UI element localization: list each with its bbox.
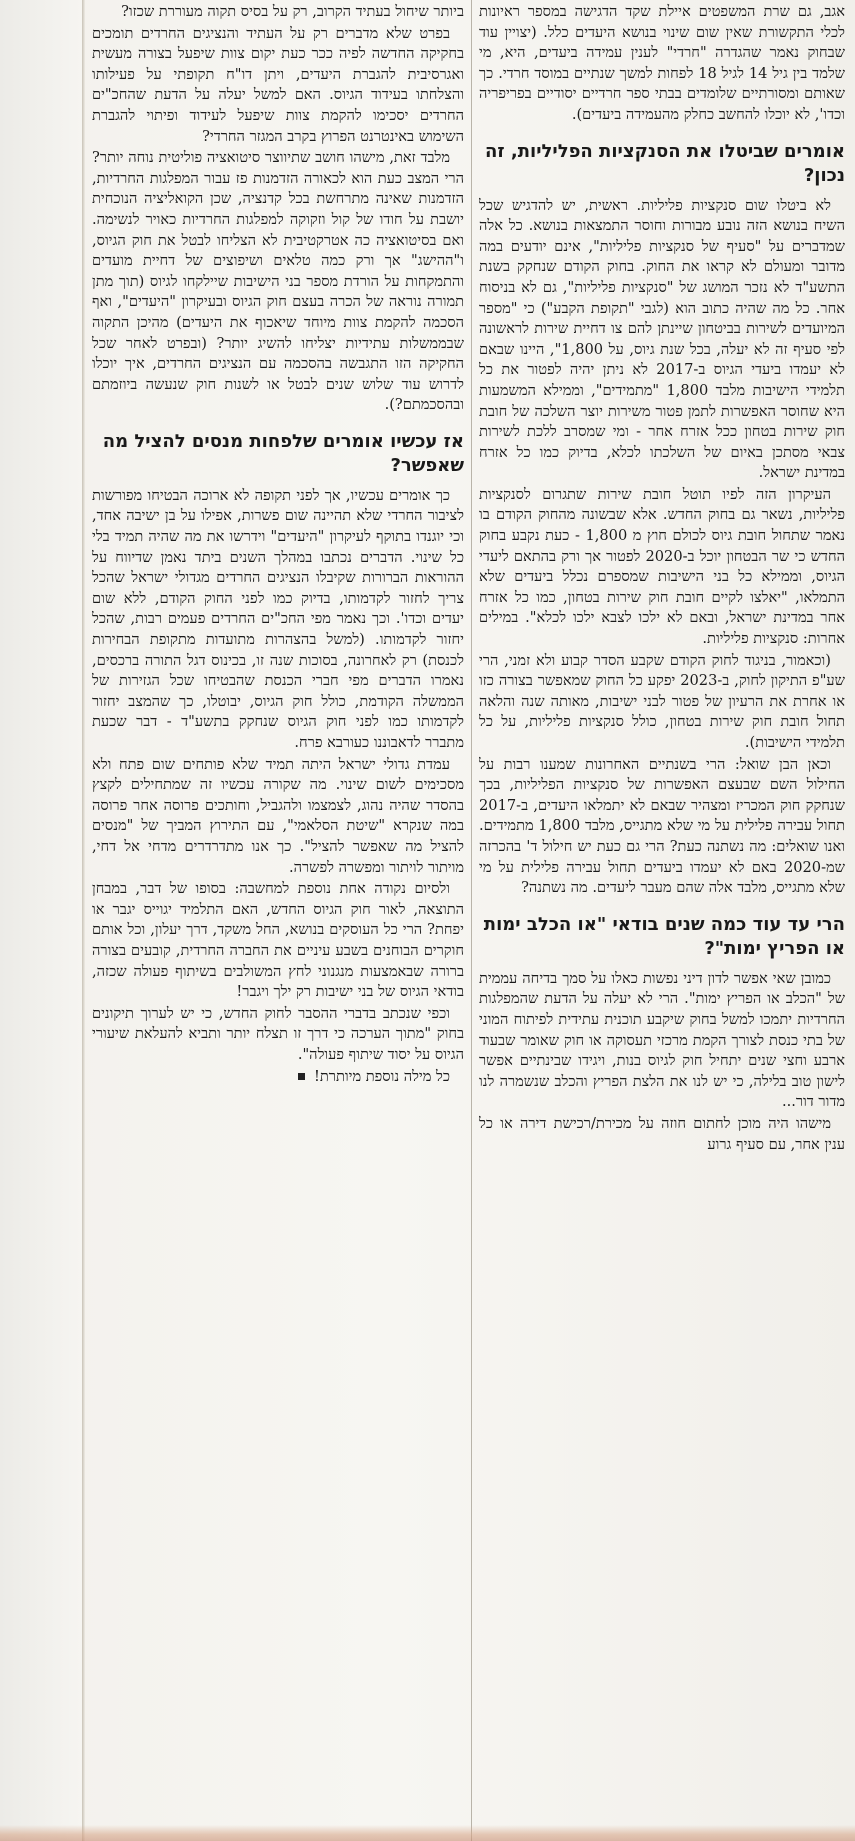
paragraph: כמובן שאי אפשר לדון דיני נפשות כאלו על סמך בדיחה עממית של "הכלב או הפריץ ימות". הרי לא יעלה על הדעת שהמפלגות החרדיות יתמכו למשל בחוק שיקבע תוכנית עתידית לפיתוח המוני של בתי כנסת לצורך הקמת מרכזי תעסוקה או חוק שאומר שבעוד ארבע וחצי שנים יתחיל חוק לגיוס בנות, ויגידו שבינתיים אפשר לישון טוב בלילה, כי יש לנו את הלצת הפריץ והכלב שנשמרה לנו מדור דור... <box>479 969 845 1111</box>
paragraph: עמדת גדולי ישראל היתה תמיד שלא פותחים שום פתח ולא מסכימים לשום שינוי. מה שקורה עכשיו זה שמתחילים לקצץ בהסדר שהיה נהוג, לצמצמו ולהגביל, וחותכים פרוסה אחר פרוסה במה שנקרא "שיטת הסלאמי", עם התירוץ המביך של "מנסים להציל מה שאפשר להציל". כך אנו מתדרדרים מדחי אל דחי, מויתור לויתור ומפשרה לפשרה. <box>92 755 464 876</box>
paragraph: (וכאמור, בניגוד לחוק הקודם שקבע הסדר קבוע ולא זמני, הרי שע"פ התיקון לחוק, ב-2023 יפקע כל החוק שמאפשר בצורה כזו או אחרת את הרעיון של פטור לבני ישיבות, מאותה שנה והלאה תחול חובת חוק שירות בטחון, כולל סנקציות פליליות, על כל תלמידי הישיבות). <box>479 651 845 751</box>
paragraph: לא ביטלו שום סנקציות פליליות. ראשית, יש להדגיש שכל השיח בנושא הזה נובע מבורות וחוסר התמצאות בנושא. כל אלה שמדברים על "סעיף של סנקציות פליליות", אינם יודעים במה מדובר ומעולם לא קראו את החוק. בחוק הקודם שנחקק בשנת התשע"ד לא נזכר המושג של "סנקציות פליליות", גם לא בניסוח אחר. כל מה שהיה כתוב הוא (לגבי "תקופת הקבע") כי "מספר המיועדים לשירות בביטחון שיינתן להם צו דחיית שירות לראשונה לפי סעיף זה לא יעלה, בכל שנת גיוס, על 1,800", היינו שבאם לא יעמדו ביעדי הגיוס ב-2017 לא ניתן יהיה לפטור את כל תלמידי הישיבות מלבד 1,800 "מתמידים", וממילא המשמעות היא שחוסר האפשרות לתמן פטור משירות יוצר השלכה של חובת חוק שירות בטחון ככל אזרח אחר - ומי שמסרב ללכת לשירות צבאי מסתכן באיום של השלכתו לכלא, בדיוק כמו כל אזרח במדינת ישראל. <box>479 196 845 482</box>
paragraph: מלבד זאת, מישהו חושב שתיווצר סיטואציה פוליטית נוחה יותר? הרי המצב כעת הוא לכאורה הזדמנות פז עבור המפלגות החרדיות, הזדמנות שאינה מתרחשת בכל קדנציה, שכן הקואליציה הנוכחית יושבת על חודו של קול וזקוקה למפלגות החרדיות כאויר לנשימה. ואם בסיטואציה כה אטרקטיבית לא הצליחו לבטל את חוק הגיוס, ו"ההישג" אך ורק כמה טלאים ושיפוצים של דחיית מועדים והתמקחות על הורדת מספר בני הישיבות שיילקחו לגיוס (תוך מתן תמורה נוראה של הכרה בעצם חוק הגיוס ובעיקרון "היעדים", ואף הסכמה להקמת צוות מיוחד שיאכוף את היעדים) מהיכן התקוה שבממשלות עתידיות יצליחו להשיג יותר? (ובפרט לאחר שכל החקיקה הזו התגבשה בהסכמה עם הנציגים החרדים, איך יוכלו לדרוש עוד שלוש שנים לבטל או לשנות חוק שנעשה ביוזמתם ובהסכמתם?). <box>92 149 464 414</box>
section-heading: אומרים שביטלו את הסנקציות הפליליות, זה נכון? <box>485 140 845 186</box>
paragraph: וכאן הבן שואל: הרי בשנתיים האחרונות שמענו רבות על החילול השם שבעצם האפשרות של סנקציות הפליליות, בכך שנחקק חוק המכריז ומצהיר שבאם לא יתמלאו היעדים, ב-2017 תחול עבירה פלילית על מי שלא מתגייס, מלבד 1,800 מתמידים. ואנו שואלים: מה נשתנה כעת? הרי גם כעת יש חילול ד' בהכרזה שמ-2020 באם לא יעמדו ביעדים תחול עבירה פלילית על מי שלא מתגייס, מלבד אלה שהם מעבר ליעדים. מה נשתנה? <box>479 755 845 897</box>
column-divider <box>471 0 472 1841</box>
paragraph: כך אומרים עכשיו, אך לפני תקופה לא ארוכה הבטיחו מפורשות לציבור החרדי שלא תהיינה שום פשרות, אפילו על בן ישיבה אחד, וכי יוגנדו בתוקף לעיקרון "היעדים" וידרשו את מה שהיה תמיד בלי כל שינוי. הדברים נכתבו במהלך השנים ביתד נאמן שדיווח על ההוראות הברורות שקיבלו הנציגים החרדים מגדולי ישראל שהכל צריך לחזור לקדמותו, בדיוק כמו לפני החוק הקודם, ללא שום יעדים וכדו'. וכך נאמר מפי החכ"ים החרדים פעמים רבות, שהכל יחזור לקדמותו. (למשל בהצהרות מתועדות מתקופת הבחירות לכנסת) רק לאחרונה, בסוכות שנה זו, בכינוס דגל התורה ברכסים, נאמרו הדברים מפי חברי הכנסת שהבטיחו שכל הגזירות של הממשלה הקודמת, כולל חוק הגיוס, יבוטלו, כך שהמצב יחזור לקדמותו כמו לפני חוק הגיוס שנחקק בתשע"ד - דבר שכעת מתברר לדאבוננו כעורבא פרח. <box>92 486 464 751</box>
paragraph: ולסיום נקודה אחת נוספת למחשבה: בסופו של דבר, במבחן התוצאה, לאור חוק הגיוס החדש, האם התלמיד יגוייס יגבר או יפחת? הרי כל העוסקים בנושא, החל משקד, דרך יעלון, וכל אותם חוקרים הבוחנים בשבע עיניים את החברה החרדית, קובעים בצורה ברורה שבאמצעות מנגנוני לחץ המשולבים בשיתוף פעולה שכזה, בודאי הגיוס של בני ישיבות רק ילך ויגבר! <box>92 880 464 1001</box>
paragraph: ביותר שיחול בעתיד הקרוב, רק על בסיס תקוה מעוררת שכזו? <box>121 3 464 20</box>
paragraph: העיקרון הזה לפיו תוטל חובת שירות שתגרום לסנקציות פליליות, נשאר גם בחוק החדש. אלא שבשונה מהחוק הקודם בו נאמר שתחול חובת גיוס לכולם חוץ מ 1,800 - כעת נקבע בחוק החדש כי שר הבטחון יוכל ב-2020 לפטור אך ורק בהתאם ליעדי הגיוס, וממילא כל בני הישיבות שמספרם נכלל ביעדים שלא התמלאו, "יאלצו לקיים חובת חוק שירות בטחון, כמו כל אזרח אחר במדינת ישראל, ובאם לא ילכו לצבא ילכו לכלא". במילים אחרות: סנקציות פליליות. <box>479 485 845 648</box>
page-fold <box>82 0 85 1841</box>
page-bottom-edge <box>0 1825 855 1841</box>
paragraph: וכפי שנכתב בדברי ההסבר לחוק החדש, כי יש לערוך תיקונים בחוק "מתוך הערכה כי דרך זו תצלח יותר ותביא להעלאת שיעורי הגיוס על יסוד שיתוף פעולה". <box>92 1004 464 1063</box>
page-margin-strip <box>0 0 83 1841</box>
paragraph: מישהו היה מוכן לחתום חוזה על מכירת/רכישת דירה או כל ענין אחר, עם סעיף גרוע <box>479 1114 845 1153</box>
article-column-right <box>479 2 845 1841</box>
paragraph: אגב, גם שרת המשפטים איילת שקד הדגישה במספר ראיונות לכלי התקשורת שאין שום שינוי בנושא היעדים כלל. (יצויין עוד שבחוק נאמר שהגדרה "חרדי" לענין עמידה ביעדים, היא, מי שלמד בין גיל 14 לגיל 18 לפחות למשך שנתיים במוסד חרדי. כך שאותם ומסורתיים שלומדים בבתי ספר חרדיים יסודיים בפריפריה וכדו', לא יוכלו להחשב כחלק מהעמידה ביעדים). <box>479 3 845 123</box>
article-column-left <box>92 2 464 1841</box>
closing-line <box>92 1067 464 1088</box>
end-of-article-icon <box>298 1073 305 1080</box>
closing-text: כל מילה נוספת מיותרת! <box>314 1067 450 1085</box>
paragraph: בפרט שלא מדברים רק על העתיד והנציגים החרדים תומכים בחקיקה החדשה לפיה ככר כעת יקום צוות שיפעל בצורה מעשית ואגרסיבית להגברת היעדים, ויתן דו"ח תקופתי על פעילותו והצלחתו בעידוד הגיוס. האם למשל יעלה על הדעת שהחכ"ים החרדים יסכימו להקמת צוות שיפעל לעידוד ופיתוי להגברת השימוש באינטרנט הפרוץ בקרב המגזר החרדי? <box>92 24 464 145</box>
section-heading: הרי עד עוד כמה שנים בודאי "או הכלב ימות או הפריץ ימות"? <box>483 913 845 959</box>
section-heading: אז עכשיו אומרים שלפחות מנסים להציל מה שאפשר? <box>102 430 464 476</box>
